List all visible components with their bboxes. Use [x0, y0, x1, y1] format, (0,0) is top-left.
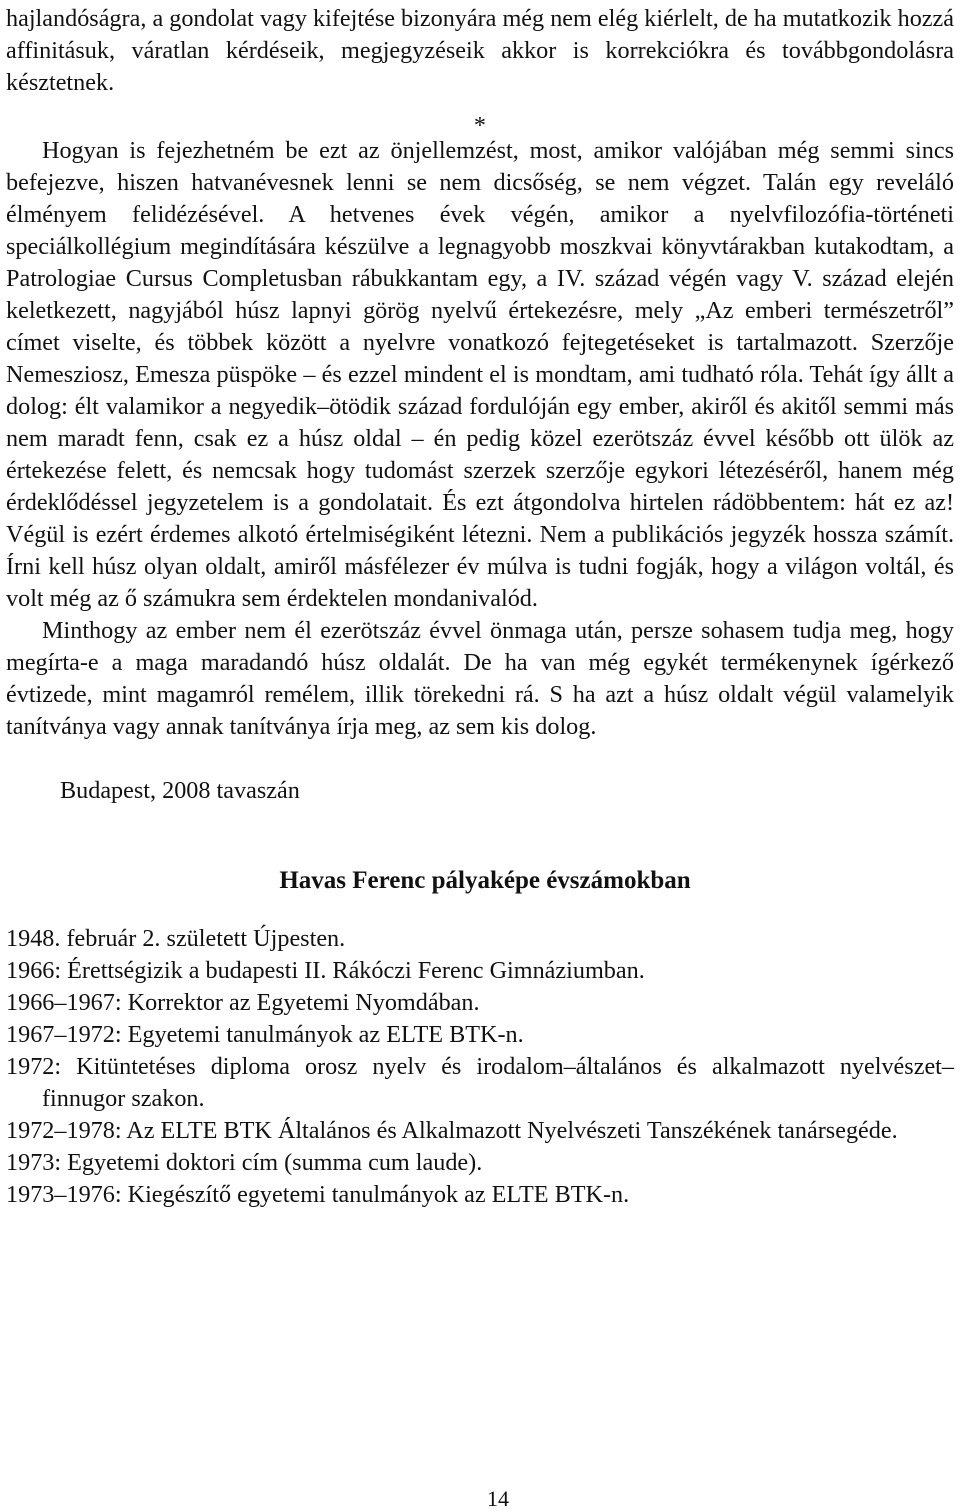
- chronology-item: 1966: Érettségizik a budapesti II. Rákóczi Ferenc Gimnáziumban.: [6, 957, 645, 984]
- chronology-item: 1973: Egyetemi doktori cím (summa cum laude).: [6, 1149, 483, 1176]
- closing-paragraph-2: Minthogy az ember nem él ezerötszáz évvel önmaga után, persze sohasem tudja meg, hogy megírta-e a maga maradandó húsz oldalát. De ha van még egykét termékenynek ígérkező évtizede, mint magamról remélem, illik törekedni rá. S ha azt a húsz oldalt végül valamelyik tanítványa vagy annak tanítványa írja meg, az sem kis dolog.: [6, 617, 954, 740]
- chronology-list: [6, 923, 954, 1211]
- chronology-item: 1948. február 2. született Újpesten.: [6, 925, 346, 952]
- continuation-paragraph: hajlandóságra, a gondolat vagy kifejtése bizonyára még nem elég kiérlelt, de ha mutatkozik hozzá affinitásuk, váratlan kérdéseik, megjegyzéseik akkor is korrekciókra és továbbgondolásra késztetnek.: [6, 5, 954, 96]
- closing-paragraph-1: Hogyan is fejezhetném be ezt az önjellemzést, most, amikor valójában még semmi sincs befejezve, hiszen hatvanévesnek lenni se nem dicsőség, se nem végzet. Talán egy reveláló élményem felidézésével. A hetvenes évek végén, amikor a nyelvfilozófia-történeti speciálkollégium megindítására készülve a legnagyobb moszkvai könyvtárakban kutakodtam, a Patrologiae Cursus Completusban rábukkantam egy, a IV. század végén vagy V. század elején keletkezett, nagyjából húsz lapnyi görög nyelvű értekezésre, mely „Az emberi természetről” címet viselte, és többek között a nyelvre vonatkozó fejtegetéseket is tartalmazott. Szerzője Nemesziosz, Emesza püspöke – és ezzel mindent el is mondtam, ami tudható róla. Tehát így állt a dolog: élt valamikor a negyedik–ötödik század fordulóján egy ember, akiről és akitől semmi más nem maradt fenn, csak ez a húsz oldal – én pedig közel ezerötszáz évvel később ott ülök az értekezése felett, és nemcsak hogy tudomást szerzek szerzője egykori létezéséről, hanem még érdeklődéssel jegyzetelem is a gondolatait. És ezt átgondolva hirtelen rádöbbentem: hát ez az! Végül is ezért érdemes alkotó értelmiségiként létezni. Nem a publikációs jegyzék hossza számít. Írni kell húsz olyan oldalt, amiről másfélezer év múlva is tudni fogják, hogy a világon voltál, és volt még az ő számukra sem érdektelen mondanivalód.: [6, 137, 954, 612]
- chronology-item: 1973–1976: Kiegészítő egyetemi tanulmányok az ELTE BTK-n.: [6, 1181, 630, 1208]
- page-content: [6, 0, 954, 1211]
- page-number: 14: [487, 1486, 509, 1511]
- section-separator: *: [473, 112, 486, 139]
- chronology-item: 1972–1978: Az ELTE BTK Általános és Alkalmazott Nyelvészeti Tanszékének tanársegéde.: [6, 1117, 898, 1144]
- chronology-item: 1972: Kitüntetéses diploma orosz nyelv és irodalom–általános és alkalmazott nyelvészet–finnugor szakon.: [6, 1053, 954, 1112]
- chronology-title: Havas Ferenc pályaképe évszámokban: [279, 867, 691, 894]
- place-and-date: Budapest, 2008 tavaszán: [60, 777, 300, 804]
- chronology-item: 1967–1972: Egyetemi tanulmányok az ELTE BTK-n.: [6, 1021, 524, 1048]
- chronology-item: 1966–1967: Korrektor az Egyetemi Nyomdában.: [6, 989, 480, 1016]
